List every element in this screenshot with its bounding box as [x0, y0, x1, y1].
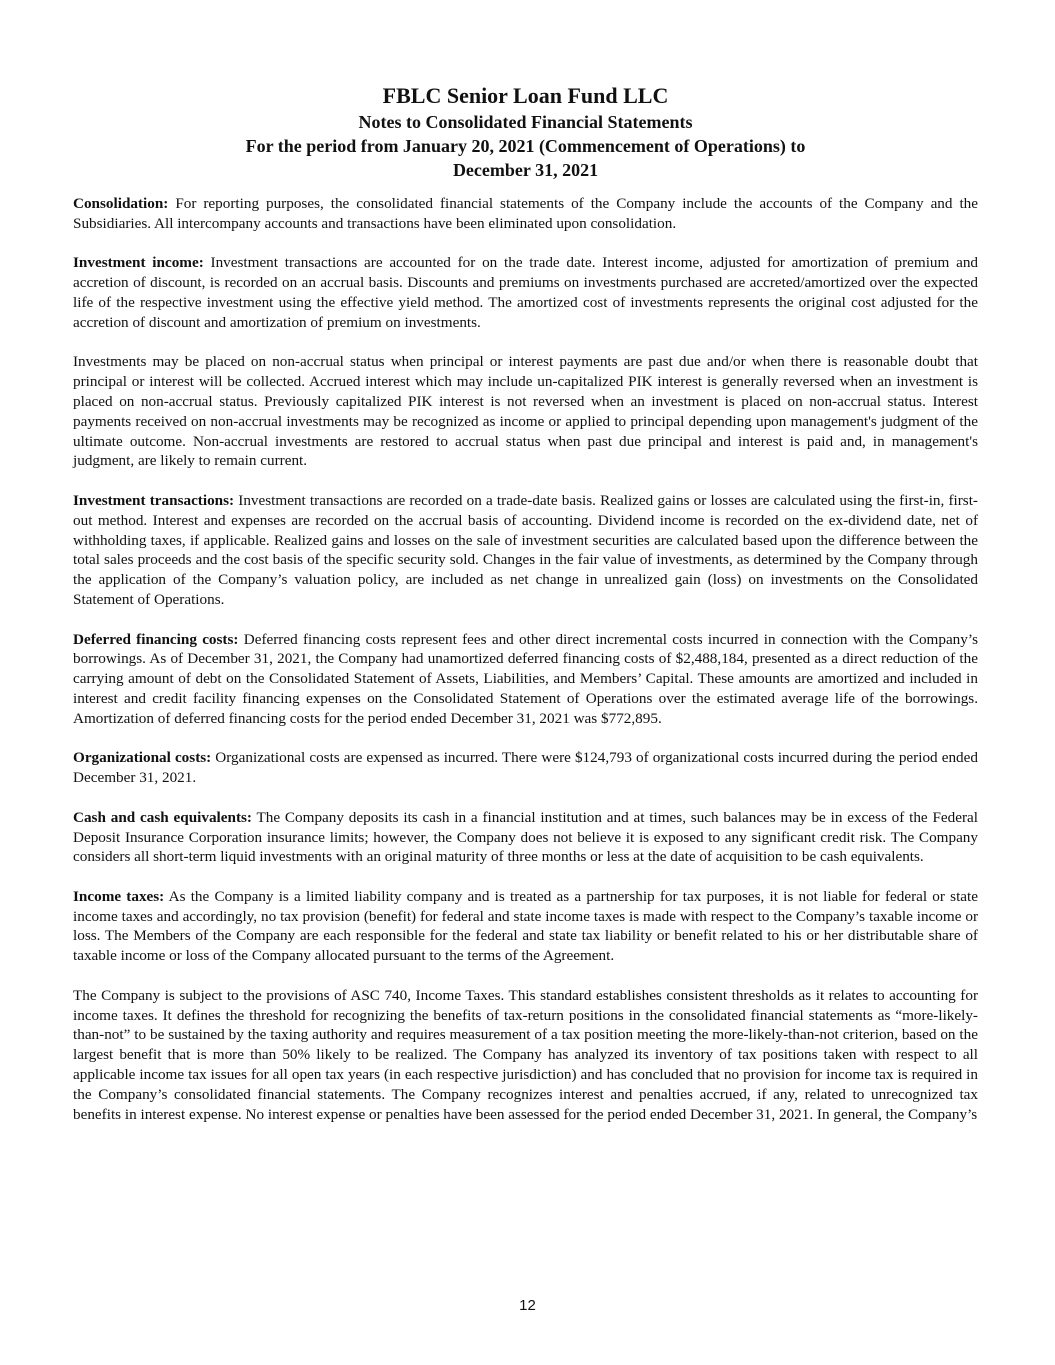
document-header [73, 82, 978, 182]
section-term: Investment income: [73, 254, 204, 272]
period-line-2: December 31, 2021 [452, 160, 599, 180]
section-term: Consolidation: [73, 195, 169, 212]
paragraph-cash-equivalents [73, 808, 978, 867]
section-term: Investment transactions: [73, 491, 235, 509]
paragraph-investment-transactions [73, 491, 978, 610]
section-text: Investments may be placed on non-accrual status when principal or interest payments are past due and/or when there is reasonable doubt that principal or interest will be collected. Accrued interest which may include un-capitalized PIK interest is generally reversed when an investment is placed on non-accrual status. Previously capitalized PIK interest is not reversed when an investment is placed on non-accrual status. Interest payments received on non-accrual investments may be recognized as income or applied to principal depending upon management's judgment of the ultimate outcome. Non-accrual investments are restored to accrual status when past due principal and interest is paid and, in management's judgment, are likely to remain current. [73, 353, 978, 470]
section-text: The Company is subject to the provisions of ASC 740, Income Taxes. This standard establishes consistent thresholds as it relates to accounting for income taxes. It defines the threshold for recognizing the benefits of tax-return positions in the consolidated financial statements as “more-likely-than-not” to be sustained by the taxing authority and requires measurement of a tax position meeting the more-likely-than-not criterion, based on the largest benefit that is more than 50% likely to be realized. The Company has analyzed its inventory of tax positions taken with respect to all applicable income tax issues for all open tax years (in each respective jurisdiction) and has concluded that no provision for income tax is required in the Company’s consolidated financial statements. The Company recognizes interest and penalties accrued, if any, related to unrecognized tax benefits in interest expense. No interest expense or penalties have been assessed for the period ended December 31, 2021. In general, the Company’s [73, 986, 978, 1123]
document-page [73, 82, 978, 1144]
section-term: Income taxes: [73, 887, 165, 905]
section-text: Organizational costs are expensed as incurred. There were $124,793 of organizational costs incurred during the period ended December 31, 2021. [73, 749, 978, 787]
section-text: Deferred financing costs represent fees and other direct incremental costs incurred in connection with the Company’s borrowings. As of December 31, 2021, the Company had unamortized deferred financing costs of $2,488,184, presented as a direct reduction of the carrying amount of debt on the Consolidated Statement of Assets, Liabilities, and Members’ Capital. These amounts are amortized and included in interest and credit facility financing expenses on the Consolidated Statement of Operations over the estimated average life of the borrowings. Amortization of deferred financing costs for the period ended December 31, 2021 was $772,895. [73, 630, 979, 727]
section-text: The Company deposits its cash in a financial institution and at times, such balances may be in excess of the Federal Deposit Insurance Corporation insurance limits; however, the Company does not believe it is exposed to any significant credit risk. The Company considers all short-term liquid investments with an original maturity of three months or less at the date of acquisition to be cash equivalents. [73, 808, 979, 866]
paragraph-organizational-costs [73, 748, 978, 788]
section-term: Organizational costs: [73, 749, 212, 767]
section-term: Deferred financing costs: [73, 630, 239, 648]
section-text: Investment transactions are accounted for on the trade date. Interest income, adjusted for amortization of premium and accretion of discount, is recorded on an accrual basis. Discounts and premiums on investments purchased are accreted/amortized over the expected life of the respective investment using the effective yield method. The amortized cost of investments represents the original cost adjusted for the accretion of discount and amortization of premium on investments. [73, 254, 979, 331]
company-name: FBLC Senior Loan Fund LLC [382, 83, 669, 108]
paragraph-investment-income [73, 253, 978, 332]
document-subtitle: Notes to Consolidated Financial Statements [358, 112, 693, 132]
paragraph-asc-740 [73, 986, 978, 1125]
section-text: Investment transactions are recorded on a trade-date basis. Realized gains or losses are calculated using the first-in, first-out method. Interest and expenses are recorded on the accrual basis of accounting. Dividend income is recorded on the ex-dividend date, net of withholding taxes, if applicable. Realized gains and losses on the sale of investment securities are calculated based upon the difference between the total sales proceeds and the cost basis of the specific security sold. Changes in the fair value of investments, as determined by the Company through the application of the Company’s valuation policy, are included as net change in unrealized gain (loss) on investments on the Consolidated Statement of Operations. [73, 491, 978, 608]
paragraph-income-taxes [73, 887, 978, 966]
section-text: As the Company is a limited liability company and is treated as a partnership for tax purposes, it is not liable for federal or state income taxes and accordingly, no tax provision (benefit) for federal and state income taxes is made with respect to the Company’s taxable income or loss. The Members of the Company are each responsible for the federal and state tax liability or benefit related to his or her distributable share of taxable income or loss of the Company allocated pursuant to the terms of the Agreement. [73, 887, 978, 965]
paragraph-non-accrual [73, 352, 978, 471]
paragraph-deferred-financing-costs [73, 630, 978, 729]
period-line-1: For the period from January 20, 2021 (Commencement of Operations) to [245, 136, 806, 156]
page-number: 12 [519, 1297, 536, 1314]
paragraph-consolidation [73, 194, 978, 234]
section-term: Cash and cash equivalents: [73, 808, 252, 826]
section-text: For reporting purposes, the consolidated financial statements of the Company include the accounts of the Company and the Subsidiaries. All intercompany accounts and transactions have been eliminated upon consolidation. [73, 195, 978, 232]
